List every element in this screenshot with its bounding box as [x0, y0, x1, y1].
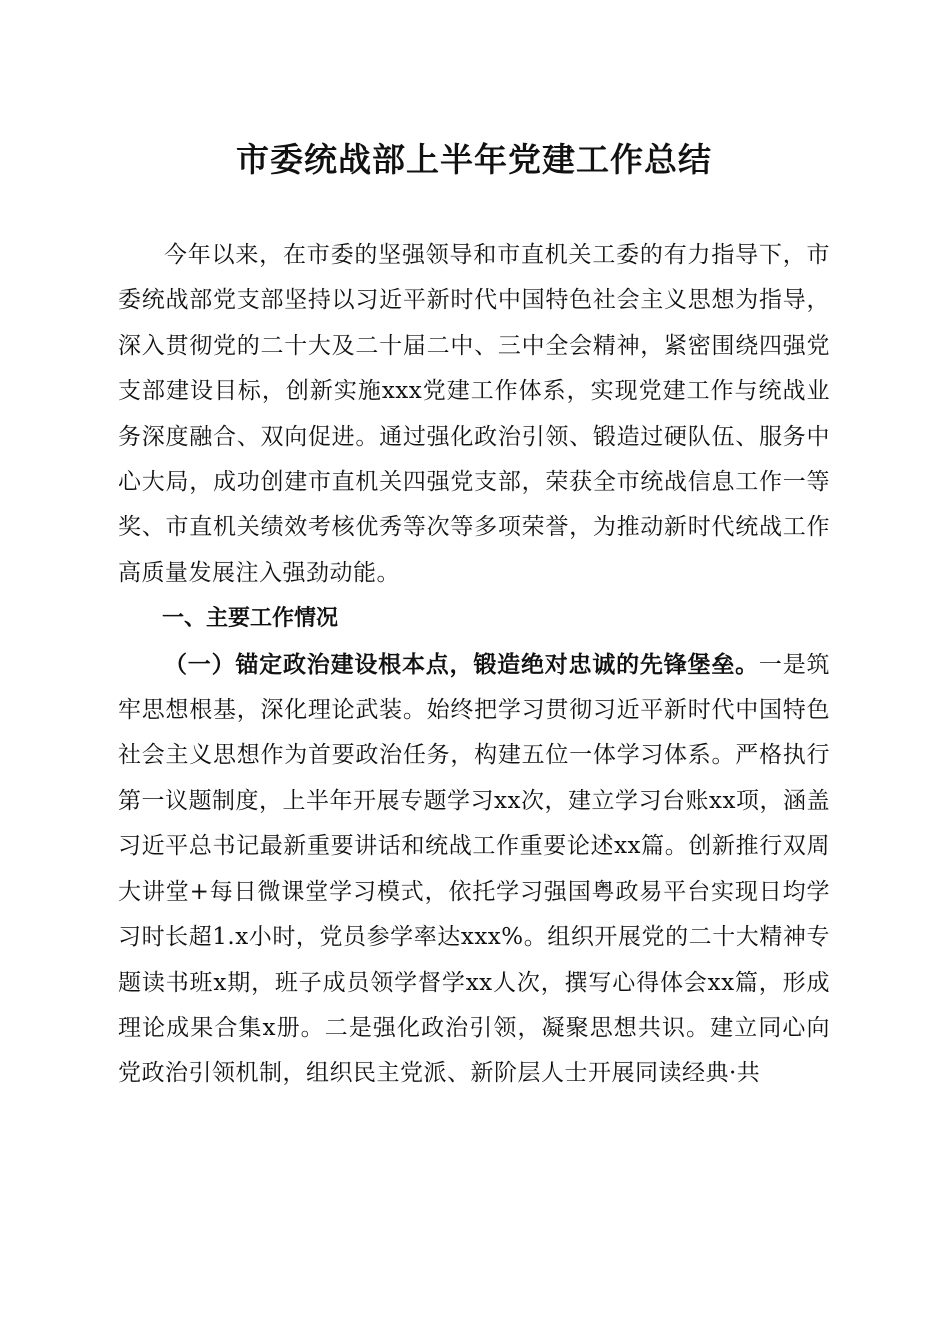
- intro-paragraph: 今年以来，在市委的坚强领导和市直机关工委的有力指导下，市委统战部党支部坚持以习近平新时代中国特色社会主义思想为指导，深入贯彻党的二十大及二十届二中、三中全会精神，紧密围绕四强党支部建设目标，创新实施xxx党建工作体系，实现党建工作与统战业务深度融合、双向促进。通过强化政治引领、锻造过硬队伍、服务中心大局，成功创建市直机关四强党支部，荣获全市统战信息工作一等奖、市直机关绩效考核优秀等次等多项荣誉，为推动新时代统战工作高质量发展注入强劲动能。: [118, 242, 830, 586]
- section-heading-main-work: 一、主要工作情况: [162, 606, 339, 632]
- document-page: [118, 130, 830, 1097]
- subsection-1-heading: （一）锚定政治建设根本点，锻造绝对忠诚的先锋堡垒。: [164, 650, 759, 678]
- subsection-1-paragraph: [118, 642, 830, 1097]
- document-title: 市委统战部上半年党建工作总结: [236, 140, 712, 179]
- subsection-1-body: 一是筑牢思想根基，深化理论武装。始终把学习贯彻习近平新时代中国特色社会主义思想作为首要政治任务，构建五位一体学习体系。严格执行第一议题制度，上半年开展专题学习xx次，建立学习台账xx项，涵盖习近平总书记最新重要讲话和统战工作重要论述xx篇。创新推行双周大讲堂+每日微课堂学习模式，依托学习强国粤政易平台实现日均学习时长超1.x小时，党员参学率达xxx%。组织开展党的二十大精神专题读书班x期，班子成员领学督学xx人次，撰写心得体会xx篇，形成理论成果合集x册。二是强化政治引领，凝聚思想共识。建立同心向党政治引领机制，组织民主党派、新阶层人士开展同读经典·共: [118, 651, 831, 1087]
